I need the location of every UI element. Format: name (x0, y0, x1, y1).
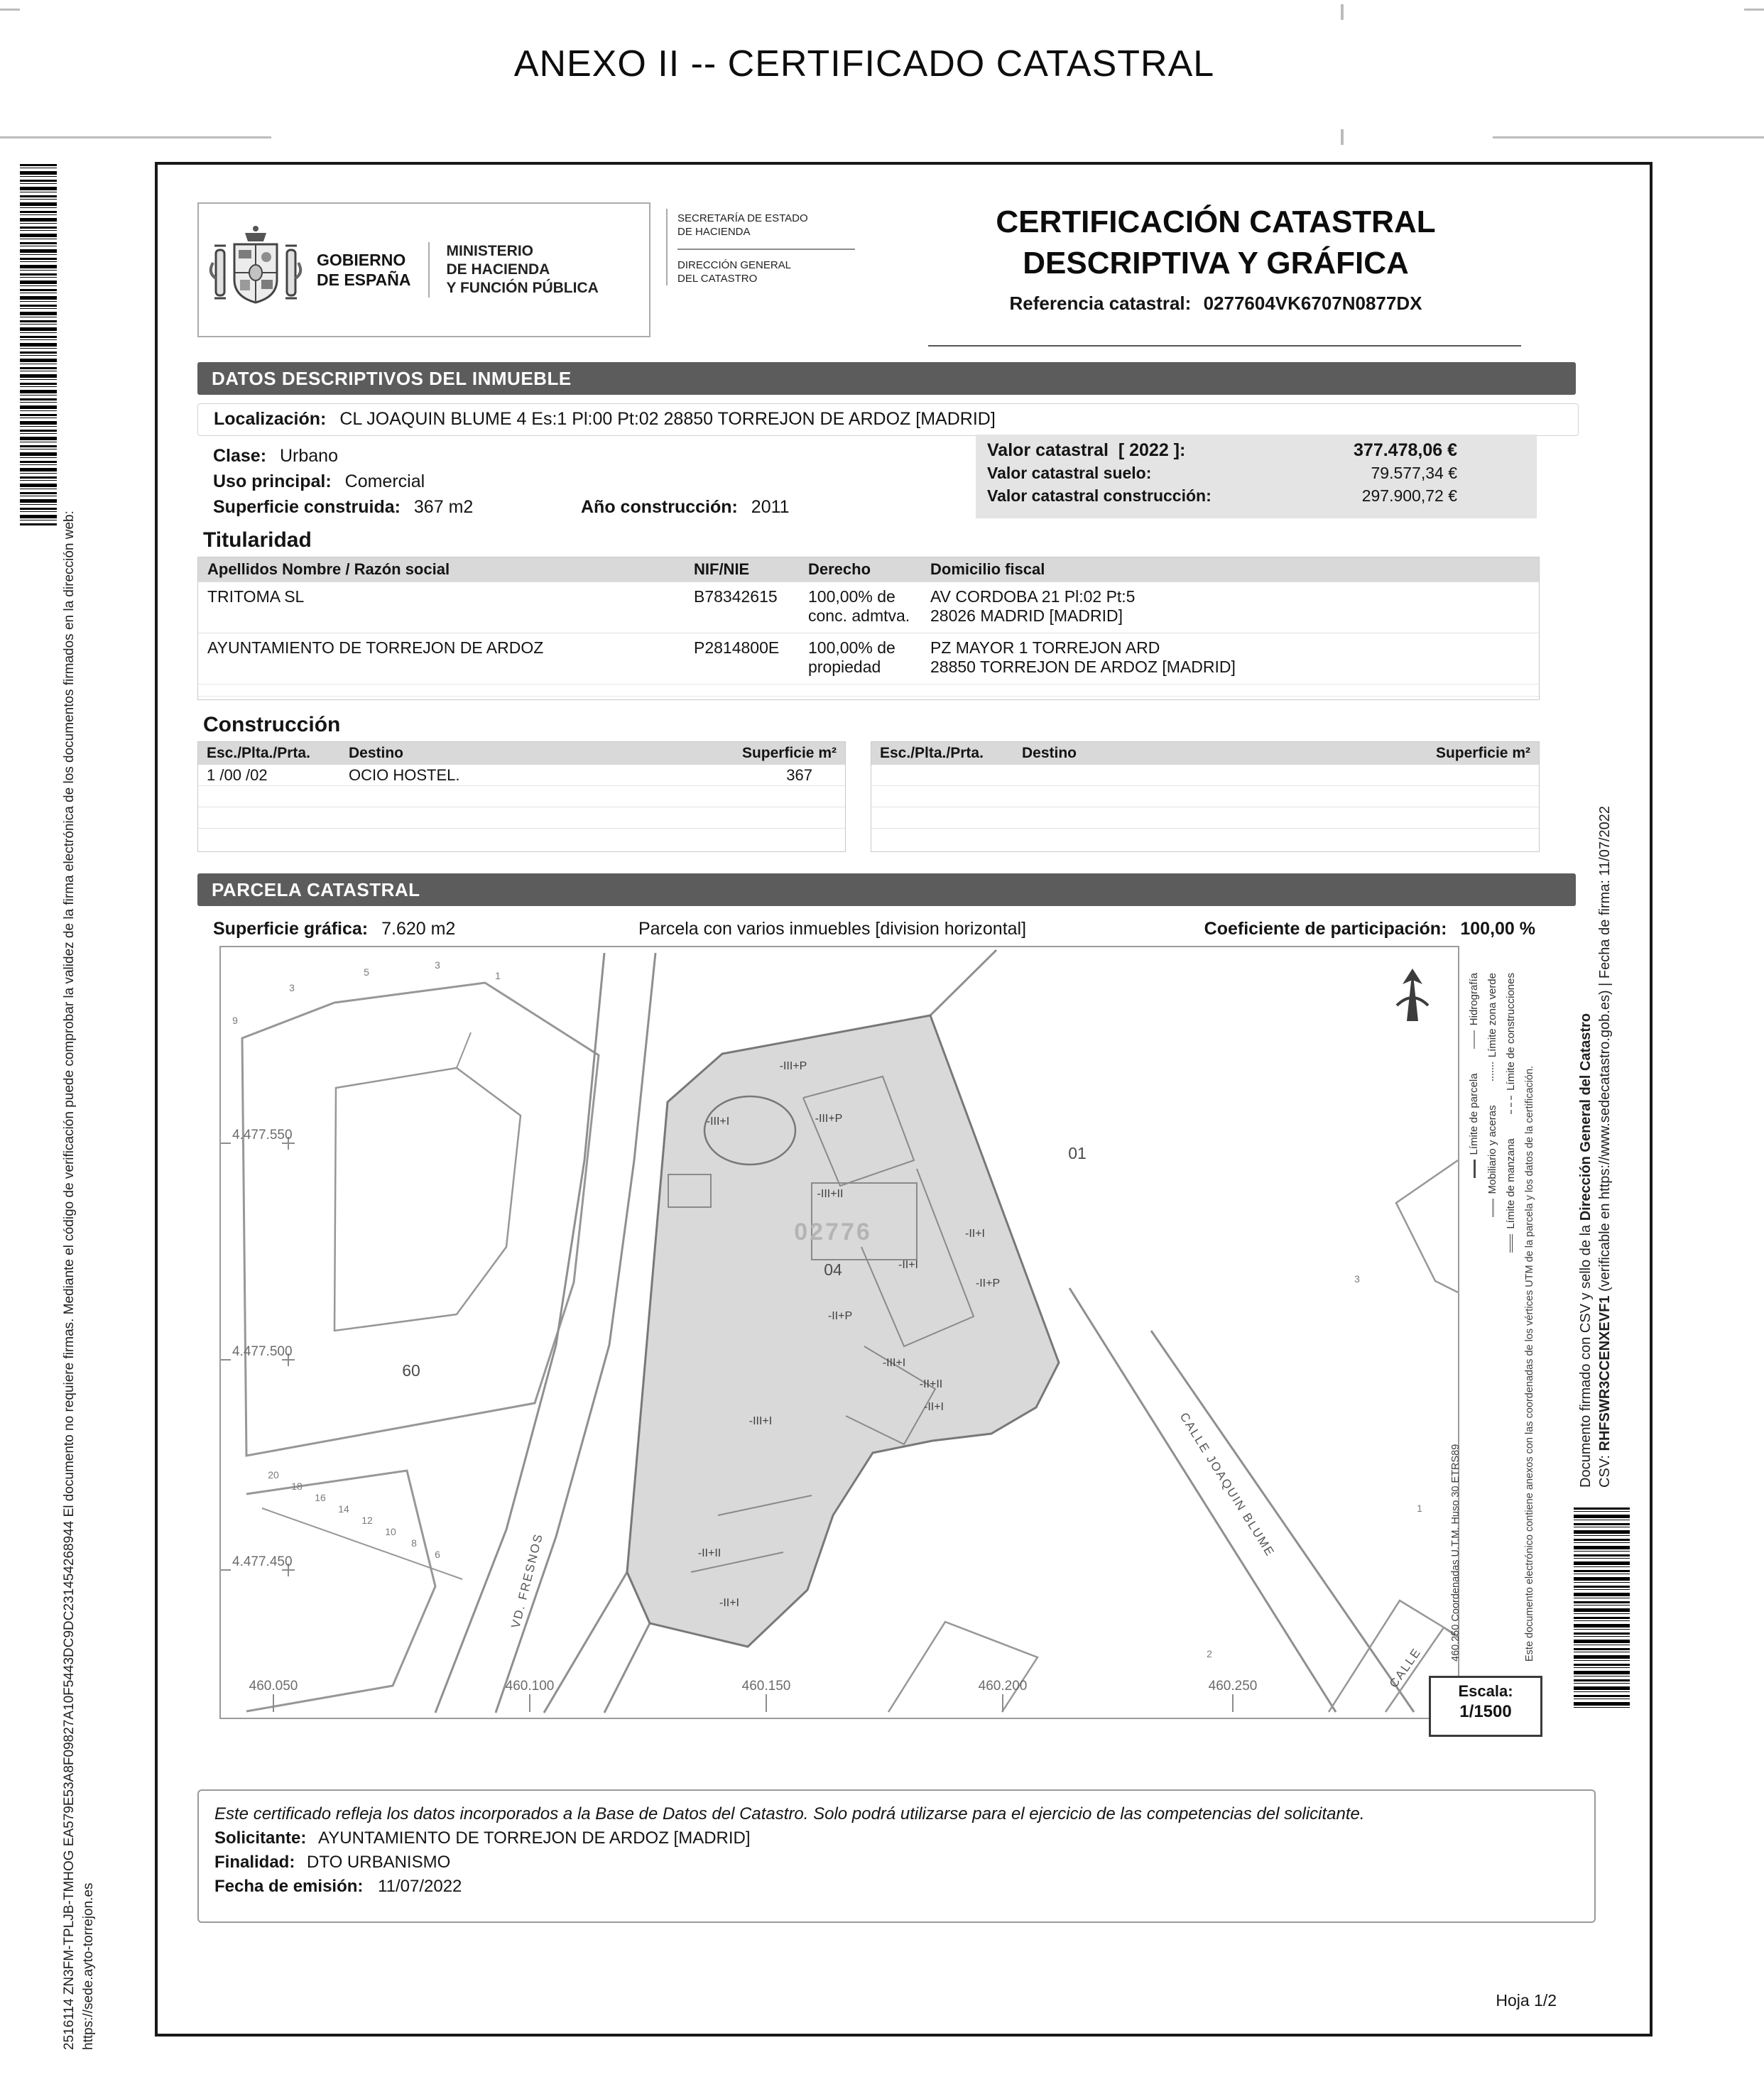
floor-label: -II+II (919, 1378, 943, 1390)
floor-label: -III+I (748, 1415, 773, 1427)
coeficiente-label: Coeficiente de participación: (1204, 919, 1447, 939)
floor-label: -III+P (779, 1060, 807, 1072)
clase-row (213, 446, 338, 467)
anio-label: Año construcción: (581, 497, 738, 517)
superficie-grafica-value: 7.620 m2 (381, 919, 456, 939)
construccion-table-right (871, 741, 1540, 852)
house-number: 20 (268, 1469, 279, 1481)
house-number: 10 (385, 1526, 396, 1537)
house-number: 16 (315, 1492, 326, 1503)
barcode-left (20, 164, 57, 525)
table-row-empty (198, 785, 845, 807)
direccion-line: DEL CATASTRO (677, 273, 758, 285)
solicitante-label: Solicitante: (214, 1828, 307, 1848)
table-row (198, 582, 1539, 633)
anio-row (581, 497, 790, 518)
certificate-title-line: DESCRIPTIVA Y GRÁFICA (1023, 246, 1409, 280)
titularidad-header-row (198, 557, 1539, 582)
floor-label: -II+P (975, 1277, 1001, 1290)
map-x-label: 460.200 (978, 1679, 1028, 1694)
empty-row-divider (198, 684, 1539, 685)
street-name-left: VD. FRESNOS (508, 1532, 546, 1630)
solicitante-row (214, 1826, 1579, 1850)
localizacion-value: CL JOAQUIN BLUME 4 Es:1 Pl:00 Pt:02 28850 TORREJON DE ARDOZ [MADRID] (339, 409, 996, 429)
localizacion-label: Localización: (214, 409, 327, 429)
floor-label: -III+P (815, 1113, 843, 1125)
street-name-right: CALLE (1386, 1645, 1424, 1691)
secretaria-block (666, 209, 855, 285)
floor-label: -II+II (697, 1547, 722, 1559)
table-row (198, 765, 845, 785)
valor-construccion-value: 297.900,72 € (1361, 486, 1457, 505)
north-arrow-icon (1397, 969, 1428, 1021)
utm-note: 460.250 Coordenadas U.T.M. Huso 30 ETRS89 (1450, 1444, 1461, 1662)
verification-url: https://sede.ayto-torrejon.es (81, 1882, 96, 2050)
column-header: Domicilio fiscal (930, 560, 1045, 578)
legend-line-symbol (1510, 1096, 1512, 1114)
page-number: Hoja 1/2 (1496, 1991, 1557, 2010)
titular-domicilio: PZ MAYOR 1 TORREJON ARD 28850 TORREJON DE ARDOZ [MADRID] (930, 638, 1236, 676)
valor-suelo-row (976, 462, 1537, 484)
column-header: Apellidos Nombre / Razón social (207, 560, 450, 578)
column-header: Derecho (808, 560, 871, 578)
secretaria-line: SECRETARÍA DE ESTADO (677, 212, 808, 224)
valor-row (976, 439, 1537, 462)
scan-mark (1341, 4, 1344, 20)
floor-label: -III+I (882, 1357, 906, 1369)
legend-row (1465, 973, 1483, 1662)
legend-line-symbol (1510, 1234, 1513, 1253)
titular-derecho: 100,00% de propiedad (808, 638, 895, 676)
escala-label: Escala: (1458, 1682, 1513, 1700)
valor-value: 377.478,06 € (1354, 440, 1457, 460)
floor-label: -III+I (706, 1116, 730, 1128)
csv-signature-rotated (1577, 738, 1616, 1488)
direccion-line: DIRECCIÓN GENERAL (677, 259, 792, 271)
map-left-parcels (242, 983, 599, 1711)
construccion-esc: 1 /00 /02 (207, 765, 268, 784)
floor-label: -II+I (898, 1259, 919, 1271)
construccion-destino: OCIO HOSTEL. (349, 765, 460, 784)
superficie-row (213, 497, 473, 518)
vertex-label: 3 (1354, 1273, 1360, 1285)
floor-label: -III+II (817, 1188, 844, 1200)
clase-value: Urbano (280, 446, 338, 466)
header-divider (928, 345, 1521, 347)
valor-label: Valor catastral [ 2022 ]: (987, 440, 1186, 460)
section-datos-descriptivos: DATOS DESCRIPTIVOS DEL INMUEBLE (197, 362, 1576, 395)
scan-mark (1744, 9, 1764, 11)
legend-item: Hidrografía (1468, 973, 1480, 1049)
table-row (198, 633, 1539, 684)
clase-label: Clase: (213, 446, 267, 466)
anio-value: 2011 (751, 497, 790, 517)
referencia-catastral (910, 293, 1521, 315)
localizacion-row (197, 403, 1579, 436)
vertex-label: 2 (1207, 1648, 1212, 1659)
gobierno-line: GOBIERNO (317, 251, 406, 269)
superficie-value: 367 m2 (413, 497, 474, 517)
gobierno-label (317, 250, 411, 290)
titular-domicilio: AV CORDOBA 21 Pl:02 Pt:5 28026 MADRID [MADRID] (930, 587, 1136, 625)
valor-suelo-value: 79.577,34 € (1371, 463, 1457, 482)
valor-construccion-row (976, 484, 1537, 507)
scan-mark (1341, 129, 1344, 145)
secretaria-label (677, 209, 855, 250)
left-margin-verification (60, 164, 99, 2050)
ministerio-line: Y FUNCIÓN PÚBLICA (446, 280, 599, 296)
table-row-empty (871, 765, 1539, 785)
empty-row-divider (198, 696, 1539, 697)
column-header: NIF/NIE (694, 560, 750, 578)
titular-nombre: TRITOMA SL (207, 587, 305, 606)
map-x-label: 460.100 (505, 1679, 555, 1694)
table-row-empty (871, 828, 1539, 849)
titular-nif: B78342615 (694, 587, 778, 606)
certificate-title-line: CERTIFICACIÓN CATASTRAL (996, 205, 1436, 239)
csv-signature-line1: Documento firmado con CSV y sello de la Dirección General del Catastro (1578, 1013, 1594, 1488)
titular-nombre: AYUNTAMIENTO DE TORREJON DE ARDOZ (207, 638, 544, 657)
vertex-label: 3 (435, 959, 440, 971)
construccion-title: Construcción (203, 713, 341, 736)
finalidad-value: DTO URBANISMO (307, 1853, 451, 1872)
fecha-emision-label: Fecha de emisión: (214, 1877, 364, 1896)
titular-nif: P2814800E (694, 638, 780, 657)
valor-construccion-label: Valor catastral construcción: (987, 486, 1212, 505)
map-x-label: 460.050 (249, 1679, 298, 1694)
uso-row (213, 471, 425, 492)
certificate-title (910, 202, 1521, 284)
column-header: Esc./Plta./Prta. (880, 745, 984, 761)
vertex-label: 5 (364, 966, 369, 978)
column-header: Esc./Plta./Prta. (207, 745, 310, 761)
table-row-empty (871, 807, 1539, 828)
escala-box (1429, 1676, 1542, 1737)
map-y-label: 4.477.450 (232, 1554, 293, 1569)
map-y-label: 4.477.500 (232, 1344, 293, 1359)
house-number: 6 (435, 1549, 440, 1560)
titular-derecho: 100,00% de conc. admtva. (808, 587, 910, 625)
adjacent-parcel-label: 01 (1068, 1144, 1087, 1162)
table-row-empty (871, 785, 1539, 807)
uso-label: Uso principal: (213, 471, 332, 491)
section-parcela-catastral: PARCELA CATASTRAL (197, 873, 1576, 906)
legend-item: Límite zona verde (1486, 973, 1498, 1081)
government-logo-box (197, 202, 650, 337)
direccion-label (677, 258, 855, 285)
coeficiente-row (1109, 919, 1535, 939)
vertex-label: 1 (495, 970, 501, 981)
legend-item: Límite de parcela (1468, 1073, 1480, 1178)
column-header: Destino (1022, 745, 1077, 761)
vertex-label: 1 (1417, 1503, 1422, 1514)
ministerio-label (428, 242, 599, 298)
annex-title: ANEXO II -- CERTIFICADO CATASTRAL (513, 43, 1215, 84)
fecha-emision-value: 11/07/2022 (378, 1877, 462, 1896)
legend-line-symbol (1492, 1199, 1494, 1217)
certificate-title-block (910, 202, 1521, 315)
finalidad-label: Finalidad: (214, 1853, 295, 1872)
referencia-label: Referencia catastral: (1009, 293, 1192, 314)
certificate-disclaimer: Este certificado refleja los datos incorporados a la Base de Datos del Catastro. Solo podrá utilizarse para el ejercicio de las competencias del solicitante. (214, 1804, 1365, 1823)
cadastral-map-drawing (221, 947, 1458, 1718)
secretaria-line: DE HACIENDA (677, 226, 751, 238)
spain-coat-of-arms-icon (206, 220, 305, 320)
map-x-label: 460.250 (1208, 1679, 1258, 1694)
legend-line-symbol (1474, 1160, 1476, 1178)
vertex-label: 9 (232, 1015, 238, 1026)
house-number: 18 (291, 1481, 303, 1492)
scan-mark (0, 136, 271, 138)
map-y-label: 4.477.550 (232, 1128, 293, 1143)
document-page (155, 162, 1653, 2037)
valor-catastral-box (976, 435, 1537, 518)
division-horizontal-note: Parcela con varios inmuebles [division horizontal] (638, 919, 1027, 939)
subject-parcel-shape (627, 1015, 1059, 1647)
barcode-right (1574, 1508, 1630, 1708)
map-x-label: 460.150 (741, 1679, 791, 1694)
scan-mark (1493, 136, 1764, 138)
valor-suelo-label: Valor catastral suelo: (987, 463, 1152, 482)
parcel-sub-label: 04 (824, 1260, 842, 1279)
titularidad-table (197, 557, 1540, 700)
gobierno-line: DE ESPAÑA (317, 271, 411, 289)
construccion-header-row (198, 742, 845, 765)
floor-label: -II+P (827, 1310, 853, 1322)
superficie-label: Superficie construida: (213, 497, 401, 517)
superficie-grafica-label: Superficie gráfica: (213, 919, 369, 939)
scan-mark (0, 9, 20, 11)
house-number: 8 (411, 1537, 417, 1549)
house-number: 14 (338, 1503, 349, 1515)
house-number: 12 (361, 1515, 373, 1526)
certificate-footer-box (197, 1789, 1596, 1923)
street-name-main: CALLE JOAQUIN BLUME (1177, 1410, 1278, 1559)
legend-item: Mobiliario y aceras (1486, 1105, 1498, 1217)
legend-row (1483, 973, 1502, 1662)
floor-label: -II+I (964, 1228, 986, 1240)
parcel-reference-label: 02776 (794, 1218, 872, 1245)
legend-line-symbol (1492, 1062, 1493, 1081)
cadastral-map (219, 946, 1459, 1719)
verification-text: 2516114 ZN3FM-TPLJB-TMHOG EA579E53A8F09827A10F5443DC9DC231454268944 El documento no requiere firmas. Mediante el código de verificación puede comprobar la validez de la firma electrónica de los documentos firmados en la dirección web: (62, 511, 77, 2050)
column-header: Destino (349, 745, 404, 761)
vertex-label: 3 (289, 982, 295, 993)
electronic-annex-note: Este documento electrónico contiene anexos con las coordenadas de los vértices UTM de la parcela y los datos de la certificación. (1524, 1065, 1535, 1662)
superficie-grafica-row (213, 919, 455, 939)
legend-item: Límite de manzana (1505, 1138, 1517, 1253)
column-header: Superficie m² (1435, 745, 1530, 761)
escala-value: 1/1500 (1459, 1702, 1512, 1721)
floor-label: -II+I (719, 1597, 740, 1609)
construccion-superficie: 367 (786, 765, 812, 784)
adjacent-parcel-label: 60 (402, 1361, 420, 1380)
construccion-header-row (871, 742, 1539, 765)
coeficiente-value: 100,00 % (1460, 919, 1535, 939)
referencia-value: 0277604VK6707N0877DX (1203, 293, 1422, 314)
legend-item: Límite de construcciones (1505, 973, 1517, 1114)
table-row-empty (198, 828, 845, 849)
ministerio-line: MINISTERIO (446, 243, 534, 259)
titularidad-title: Titularidad (203, 528, 312, 552)
legend-line-symbol (1474, 1030, 1475, 1049)
solicitante-value: AYUNTAMIENTO DE TORREJON DE ARDOZ [MADRID] (318, 1828, 751, 1848)
legend-row (1502, 973, 1520, 1662)
csv-signature-line2: CSV: RHFSWR3CCENXEVF1 (verificable en https://www.sedecatastro.gob.es) | Fecha de firma: 11/07/2022 (1597, 805, 1613, 1488)
table-row-empty (198, 807, 845, 828)
finalidad-row (214, 1850, 1579, 1875)
uso-value: Comercial (344, 471, 425, 491)
construccion-table-left (197, 741, 846, 852)
ministerio-line: DE HACIENDA (446, 261, 550, 278)
floor-label: -II+I (923, 1401, 944, 1413)
column-header: Superficie m² (741, 745, 837, 761)
fecha-emision-row (214, 1875, 1579, 1899)
map-legend-rotated (1447, 973, 1540, 1662)
